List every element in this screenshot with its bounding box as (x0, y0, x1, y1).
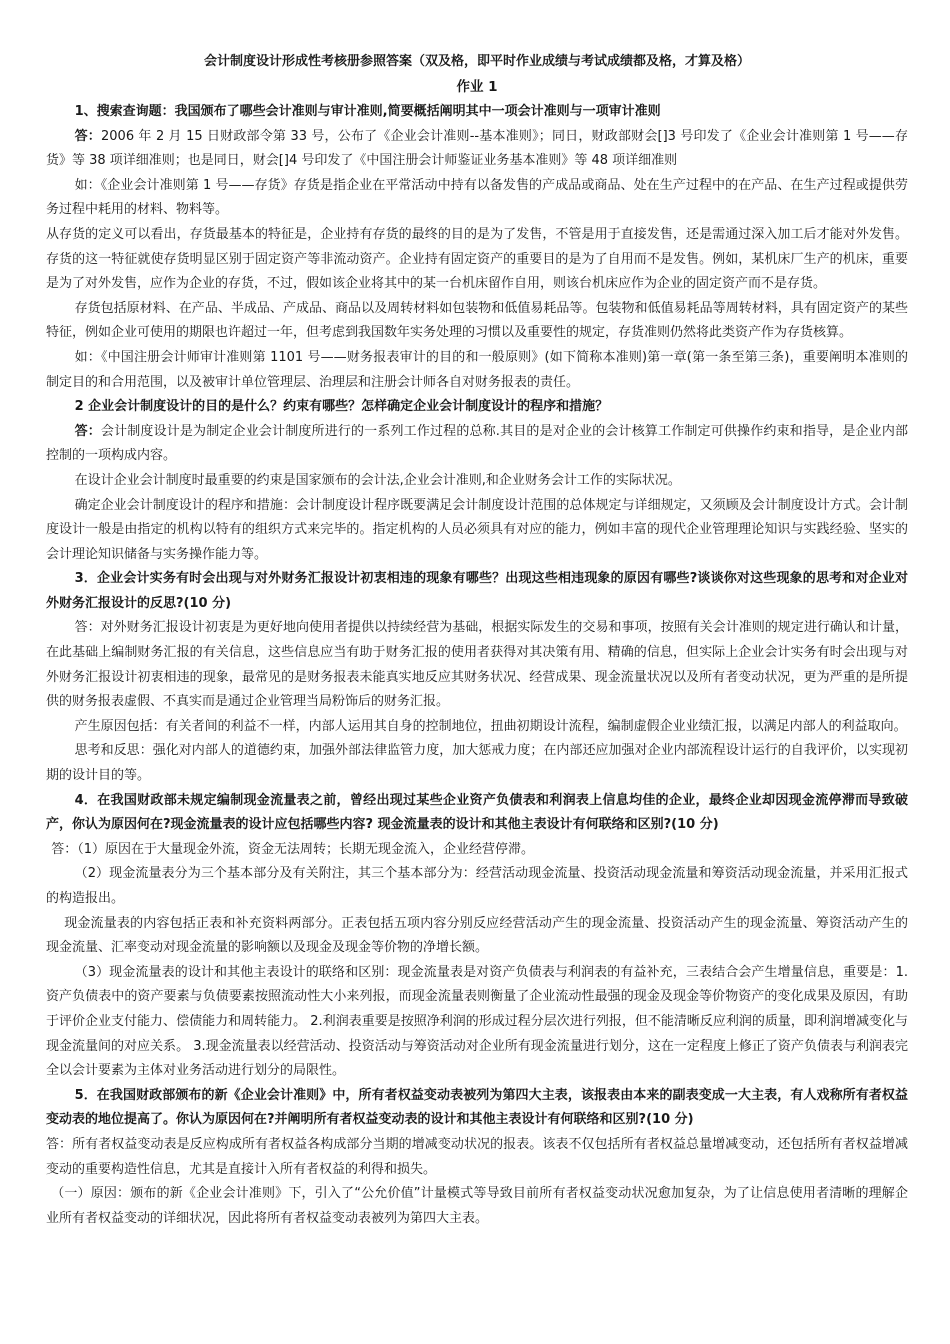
answer-5-paragraph-2: （一）原因：颁布的新《企业会计准则》下，引入了“公允价值”计量模式等导致目前所有者权益变动状况愈加复杂，为了让信息使用者清晰的理解企业所有者权益变动的详细状况，因此将所有者权益变动表被列为第四大主表。 (46, 1186, 908, 1226)
answer-2-paragraph-2: 在设计企业会计制度时最重要的约束是国家颁布的会计法,企业会计准则,和企业财务会计工作的实际状况。 (74, 472, 681, 488)
answer-1-paragraph-1: 答：2006 年 2 月 15 日财政部令第 33 号，公布了《企业会计准则--基本准则》；同日，财政部财会[]3 号印发了《企业会计准则第 1 号——存货》等 38 项详细准则；也是同日，财会[]4 号印发了《中国注册会计师鉴证业务基本准则》等 48 项详细准则 (46, 128, 908, 169)
question-4: 4．在我国财政部未规定编制现金流量表之前，曾经出现过某些企业资产负债表和利润表上信息均佳的企业，最终企业却因现金流停滞而导致破产，你认为原因何在?现金流量表的设计应包括哪些内容? 现金流量表的设计和其他主表设计有何联络和区别?(10 分) (46, 792, 908, 833)
answer-3-paragraph-3: 思考和反思：强化对内部人的道德约束，加强外部法律监管力度，加大惩戒力度；在内部还应加强对企业内部流程设计运行的自我评价，以实现初期的设计目的等。 (46, 743, 908, 784)
answer-2-paragraph-1: 答：会计制度设计是为制定企业会计制度所进行的一系列工作过程的总称.其目的是对企业的会计核算工作制定可供操作约束和指导，是企业内部控制的一项构成内容。 (46, 423, 908, 464)
answer-1-paragraph-4: 存货包括原材料、在产品、半成品、产成品、商品以及周转材料如包装物和低值易耗品等。包装物和低值易耗品等周转材料，具有固定资产的某些特征，例如企业可使用的期限也许超过一年，但考虑到我国数年实务处理的习惯以及重要性的规定，存货准则仍然将此类资产作为存货核算。 (46, 300, 908, 341)
question-5: 5．在我国财政部颁布的新《企业会计准则》中，所有者权益变动表被列为第四大主表，该报表由本来的副表变成一大主表，有人戏称所有者权益变动表的地位提高了。你认为原因何在?并阐明所有者权益变动表的设计和其他主表设计有何联络和区别?(10 分) (46, 1087, 908, 1128)
answer-4-paragraph-4: （3）现金流量表的设计和其他主表设计的联络和区别：现金流量表是对资产负债表与利润表的有益补充，三表结合会产生增量信息，重要是：1.资产负债表中的资产要素与负债要素按照流动性大小来列报，而现金流量表则衡量了企业流动性最强的现金及现金等价物资产的变化成果及原因，有助于评价企业支付能力、偿债能力和周转能力。 2.利润表重要是按照净利润的形成过程分层次进行列报，但不能清晰反应利润的质量，即利润增减变化与现金流量间的对应关系。 3.现金流量表以经营活动、投资活动与筹资活动对企业所有现金流量进行划分，这在一定程度上修正了资产负债表与利润表完全以会计要素为主体对业务活动进行划分的局限性。 (46, 964, 908, 1079)
answer-1-paragraph-3: 从存货的定义可以看出，存货最基本的特征是，企业持有存货的最终的目的是为了发售，不管是用于直接发售，还是需通过深入加工后才能对外发售。存货的这一特征就使存货明显区别于固定资产等非流动资产。企业持有固定资产的重要目的是为了自用而不是发售。例如，某机床厂生产的机床，重要是为了对外发售，应作为企业的存货，不过，假如该企业将其中的某一台机床留作自用，则该台机床应作为企业的固定资产而不是存货。 (46, 226, 908, 292)
answer-3-paragraph-2: 产生原因包括：有关者间的利益不一样，内部人运用其自身的控制地位，扭曲初期设计流程，编制虚假企业业绩汇报，以满足内部人的利益取向。 (74, 718, 907, 734)
document-subtitle: 作业 1 (456, 79, 498, 95)
question-2: 2 企业会计制度设计的目的是什么？约束有哪些？怎样确定企业会计制度设计的程序和措施？ (74, 399, 609, 415)
answer-4-paragraph-2: （2）现金流量表分为三个基本部分及有关附注，其三个基本部分为：经营活动现金流量、投资活动现金流量和筹资活动现金流量，并采用汇报式的构造报出。 (46, 866, 908, 906)
answer-1-paragraph-5: 如：《中国注册会计师审计准则第 1101 号——财务报表审计的目的和一般原则》(如下简称本准则)第一章(第一条至第三条)，重要阐明本准则的制定目的和合用范围，以及被审计单位管理层、治理层和注册会计师各自对财务报表的责任。 (46, 349, 908, 390)
document-title: 会计制度设计形成性考核册参照答案（双及格，即平时作业成绩与考试成绩都及格，才算及格） (203, 54, 750, 69)
question-1: 1、搜索查询题：我国颁布了哪些会计准则与审计准则,简要概括阐明其中一项会计准则与一项审计准则 (74, 104, 661, 119)
answer-1-paragraph-2: 如：《企业会计准则第 1 号——存货》存货是指企业在平常活动中持有以备发售的产成品或商品、处在生产过程中的在产品、在生产过程或提供劳务过程中耗用的材料、物料等。 (46, 177, 908, 218)
question-3: 3．企业会计实务有时会出现与对外财务汇报设计初衷相违的现象有哪些？出现这些相违现象的原因有哪些?谈谈你对这些现象的思考和对企业对外财务汇报设计的反思?(10 分) (46, 571, 908, 611)
answer-2-paragraph-3: 确定企业会计制度设计的程序和措施：会计制度设计程序既要满足会计制度设计范围的总体规定与详细规定，又须顾及会计制度设计方式。会计制度设计一般是由指定的机构以特有的组织方式来完毕的。指定机构的人员必须具有对应的能力，例如丰富的现代企业管理理论知识与实践经验、坚实的会计理论知识储备与实务操作能力等。 (46, 497, 908, 562)
answer-4-paragraph-1: 答：（1）原因在于大量现金外流，资金无法周转；长期无现金流入，企业经营停滞。 (51, 841, 534, 857)
answer-4-paragraph-3: 现金流量表的内容包括正表和补充资料两部分。正表包括五项内容分别反应经营活动产生的现金流量、投资活动产生的现金流量、筹资活动产生的现金流量、汇率变动对现金流量的影响额以及现金及现金等价物的净增长额。 (46, 915, 908, 956)
answer-5-paragraph-1: 答：所有者权益变动表是反应构成所有者权益各构成部分当期的增减变动状况的报表。该表不仅包括所有者权益总量增减变动，还包括所有者权益增减变动的重要构造性信息，尤其是直接计入所有者权益的利得和损失。 (46, 1136, 908, 1177)
answer-3-paragraph-1: 答：对外财务汇报设计初衷是为更好地向使用者提供以持续经营为基础，根据实际发生的交易和事项，按照有关会计准则的规定进行确认和计量，在此基础上编制财务汇报的有关信息，这些信息应当有助于财务汇报的使用者获得对其决策有用、精确的信息，但实际上企业会计实务有时会出现与对外财务汇报设计初衷相违的现象，最常见的是财务报表未能真实地反应其财务状况、经营成果、现金流量状况以及所有者变动状况，更为严重的是所提供的财务报表虚假、不真实而是通过企业管理当局粉饰后的财务汇报。 (46, 620, 908, 710)
